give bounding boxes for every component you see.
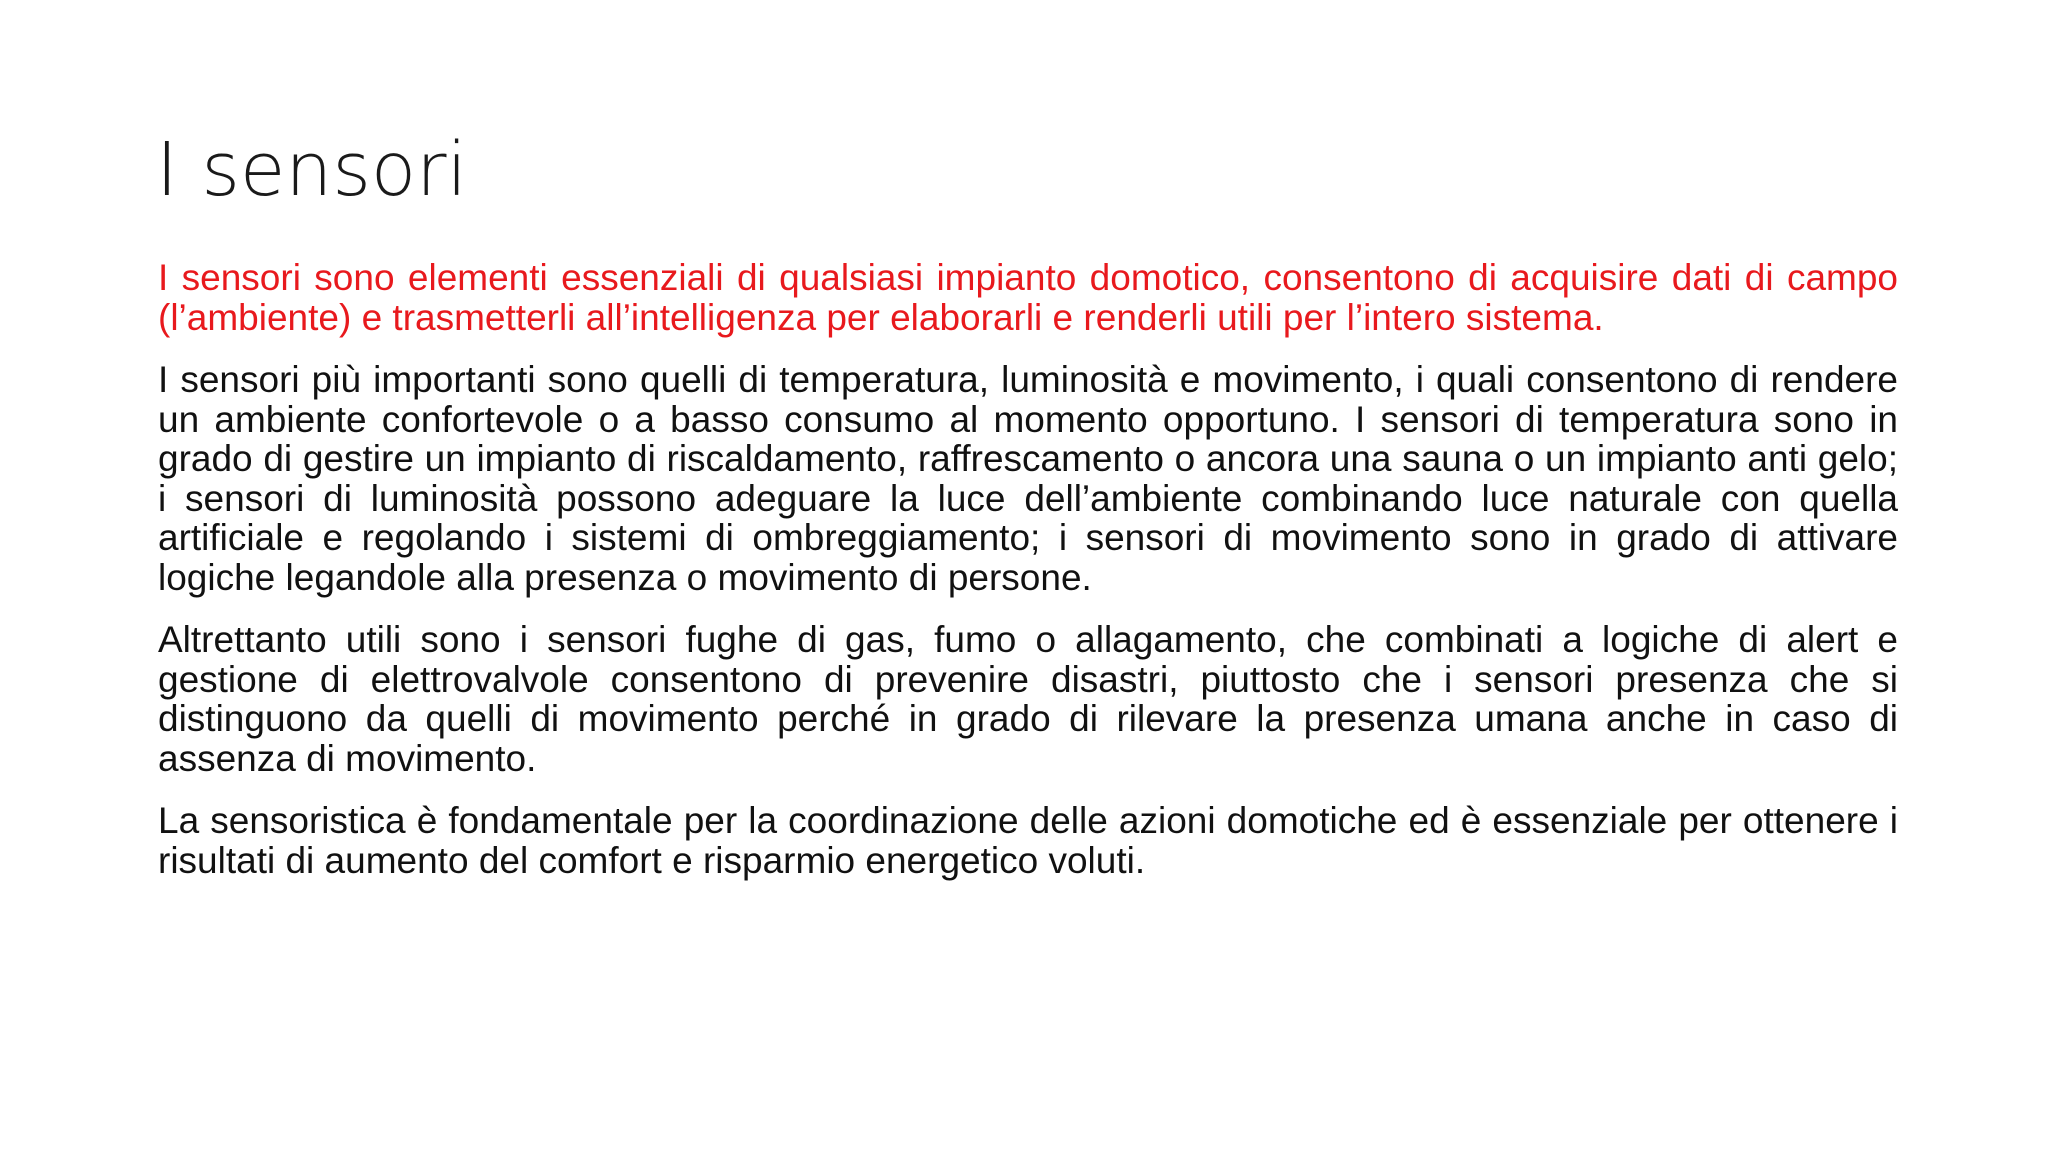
slide-title: I sensori <box>156 127 468 213</box>
intro-paragraph: I sensori sono elementi essenziali di qualsiasi impianto domotico, consentono di acquisire dati di campo (l’ambiente) e trasmetterli all’intelligenza per elaborarli e renderli utili per l’intero sistema. <box>158 257 1898 338</box>
conclusion-paragraph: La sensoristica è fondamentale per la coordinazione delle azioni domotiche ed è essenziale per ottenere i risultati di aumento del comfort e risparmio energetico voluti. <box>158 800 1898 881</box>
safety-sensors-paragraph: Altrettanto utili sono i sensori fughe di gas, fumo o allagamento, che combinati a logiche di alert e gestione di elettrovalvole consentono di prevenire disastri, piuttosto che i sensori presenza che si distinguono da quelli di movimento perché in grado di rilevare la presenza umana anche in caso di assenza di movimento. <box>158 619 1898 779</box>
slide-body <box>158 258 1898 903</box>
main-sensors-paragraph: I sensori più importanti sono quelli di temperatura, luminosità e movimento, i quali consentono di rendere un ambiente confortevole o a basso consumo al momento opportuno. I sensori di temperatura sono in grado di gestire un impianto di riscaldamento, raffrescamento o ancora una sauna o un impianto anti gelo; i sensori di luminosità possono adeguare la luce dell’ambiente combinando luce naturale con quella artificiale e regolando i sistemi di ombreggiamento; i sensori di movimento sono in grado di attivare logiche legandole alla presenza o movimento di persone. <box>158 359 1898 598</box>
